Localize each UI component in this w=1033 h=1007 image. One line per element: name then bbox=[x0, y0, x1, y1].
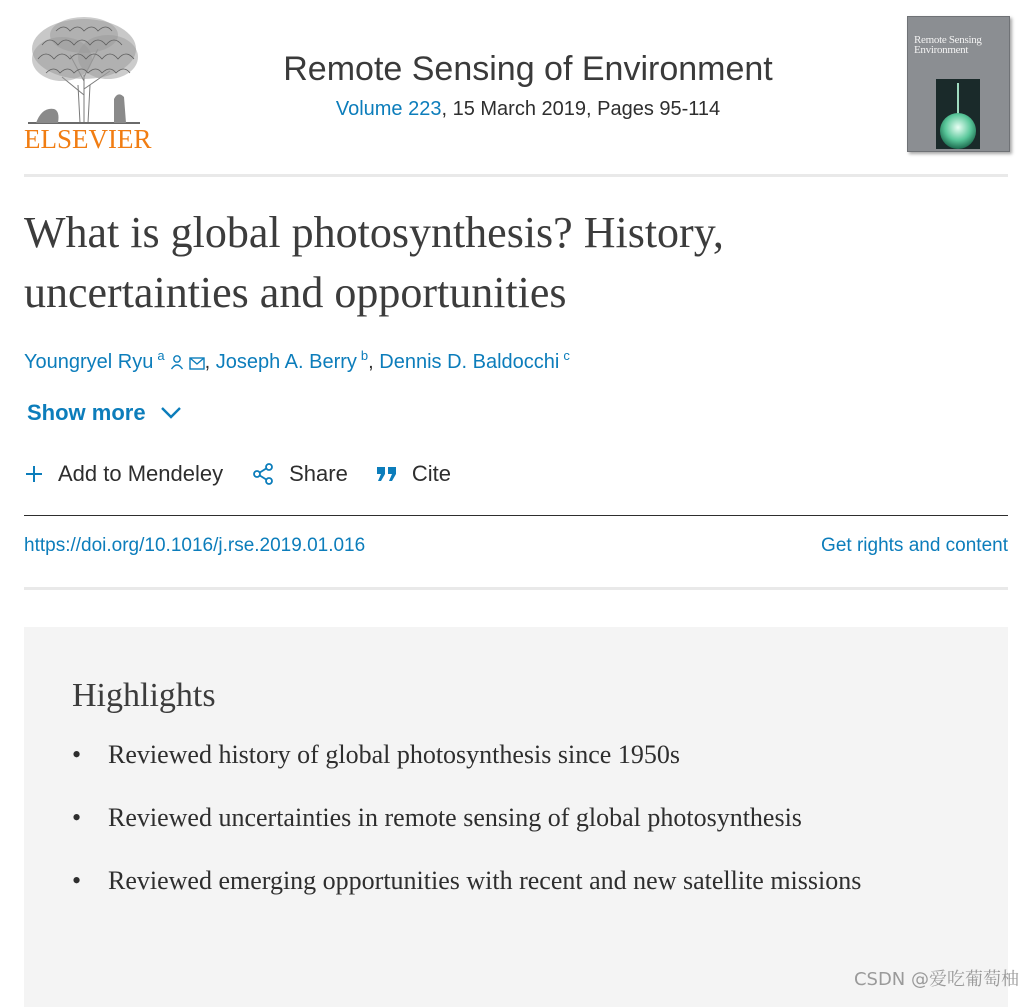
author-name: Dennis D. Baldocchi bbox=[379, 351, 560, 373]
author-link-baldocchi[interactable] bbox=[379, 348, 570, 373]
highlights-panel bbox=[24, 627, 1008, 1007]
article-title: What is global photosynthesis? History, uncertainties and opportunities bbox=[24, 208, 724, 317]
highlights-heading: Highlights bbox=[72, 677, 216, 714]
watermark: CSDN @爱吃葡萄柚 bbox=[853, 969, 1019, 990]
author-link-ryu[interactable] bbox=[24, 348, 205, 373]
actions-divider bbox=[24, 515, 1008, 516]
author-link-berry[interactable] bbox=[215, 348, 369, 373]
author-separator: , bbox=[368, 351, 380, 373]
share-icon bbox=[251, 462, 275, 486]
author-name: Joseph A. Berry bbox=[215, 351, 357, 373]
elsevier-logo[interactable] bbox=[22, 15, 152, 155]
highlight-text: Reviewed history of global photosynthesis since 1950s bbox=[108, 740, 680, 769]
quote-icon bbox=[376, 465, 398, 483]
journal-title[interactable] bbox=[168, 50, 888, 89]
author-list bbox=[24, 348, 570, 376]
author-affiliation-sup: c bbox=[563, 348, 570, 363]
author-affiliation-sup: b bbox=[360, 348, 369, 363]
cover-art-icon bbox=[932, 79, 984, 149]
bullet: • bbox=[72, 740, 82, 769]
author-separator: , bbox=[204, 351, 216, 373]
journal-cover[interactable] bbox=[907, 16, 1010, 152]
highlight-item bbox=[72, 798, 922, 837]
highlight-text: Reviewed emerging opportunities with recent and new satellite missions bbox=[108, 866, 862, 895]
highlight-text: Reviewed uncertainties in remote sensing of global photosynthesis bbox=[108, 803, 802, 832]
show-more-label: Show more bbox=[27, 400, 146, 425]
publisher-name: ELSEVIER bbox=[24, 124, 152, 154]
show-more-button[interactable] bbox=[27, 400, 182, 426]
author-name: Youngryel Ryu bbox=[24, 351, 154, 373]
journal-title-link[interactable]: Remote Sensing of Environment bbox=[283, 50, 773, 88]
cover-title: Remote Sensing Environment bbox=[914, 34, 982, 56]
journal-meta bbox=[168, 98, 888, 121]
doi-divider bbox=[24, 587, 1008, 590]
chevron-down-icon bbox=[160, 406, 182, 420]
share-label: Share bbox=[289, 461, 348, 486]
issue-date-pages: , 15 March 2019, Pages 95-114 bbox=[441, 98, 721, 120]
add-to-mendeley-label: Add to Mendeley bbox=[58, 461, 224, 486]
share-button[interactable] bbox=[251, 461, 348, 487]
get-rights-link[interactable]: Get rights and content bbox=[821, 535, 1008, 556]
person-icon bbox=[170, 353, 184, 376]
author-affiliation-sup: a bbox=[157, 348, 165, 363]
highlight-item bbox=[72, 735, 922, 774]
doi-link[interactable]: https://doi.org/10.1016/j.rse.2019.01.016 bbox=[24, 535, 366, 556]
plus-icon bbox=[24, 464, 44, 484]
bullet: • bbox=[72, 803, 82, 832]
mail-icon bbox=[189, 353, 205, 376]
volume-link[interactable]: Volume 223 bbox=[335, 98, 442, 120]
article-actions bbox=[24, 461, 479, 487]
tree-icon bbox=[22, 15, 146, 125]
cite-button[interactable] bbox=[376, 461, 451, 487]
highlight-item bbox=[72, 861, 922, 900]
bullet: • bbox=[72, 866, 82, 895]
cite-label: Cite bbox=[411, 461, 451, 486]
highlights-list bbox=[72, 735, 922, 924]
add-to-mendeley-button[interactable] bbox=[24, 461, 223, 487]
header-divider bbox=[24, 174, 1008, 177]
